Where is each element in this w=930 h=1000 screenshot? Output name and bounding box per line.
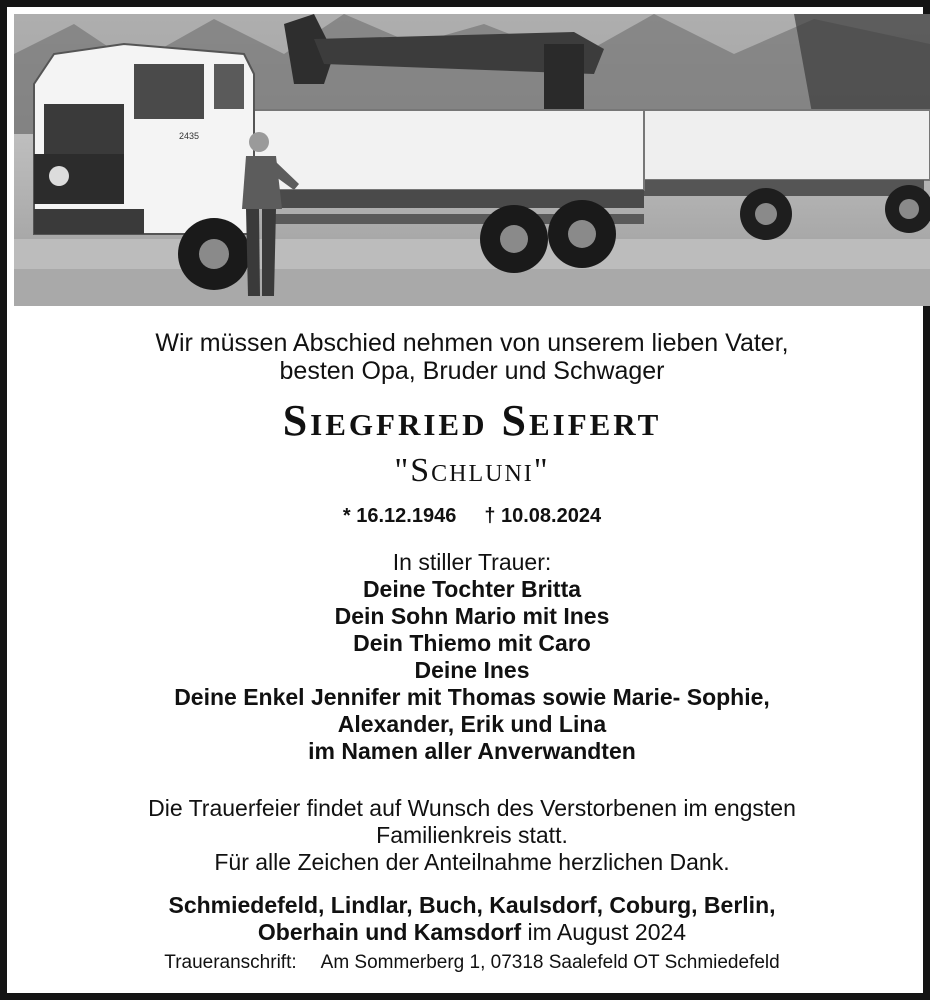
- truck-number: 2435: [179, 131, 200, 141]
- places-date: im August 2024: [521, 919, 687, 945]
- mourner-line: Dein Thiemo mit Caro: [353, 630, 591, 656]
- life-dates: [14, 504, 930, 528]
- truck-photo: [14, 14, 930, 306]
- places-line-2: [14, 919, 930, 946]
- mourner-line: Deine Tochter Britta: [362, 576, 582, 602]
- address-label: Traueranschrift:: [164, 952, 297, 973]
- intro-line: besten Opa, Bruder und Schwager: [279, 357, 665, 385]
- places-bold: Oberhain und Kamsdorf: [257, 919, 522, 945]
- mourner-line: im Namen aller Anverwandten: [308, 738, 636, 764]
- places-block: [14, 892, 930, 946]
- thanks-line: Für alle Zeichen der Anteilnahme herzlichen Dank.: [214, 849, 730, 875]
- mourner-line: Alexander, Erik und Lina: [337, 711, 607, 737]
- mourner-line: Dein Sohn Mario mit Ines: [334, 603, 610, 629]
- intro-line: Wir müssen Abschied nehmen von unserem lieben Vater,: [155, 329, 789, 357]
- deceased-nickname: "Schluni": [394, 452, 550, 489]
- service-info: [14, 795, 930, 876]
- service-line: Die Trauerfeier findet auf Wunsch des Verstorbenen im engsten: [148, 795, 796, 821]
- mourner-line: Deine Enkel Jennifer mit Thomas sowie Marie- Sophie,: [174, 684, 770, 710]
- mourners-block: [14, 549, 930, 765]
- birth-date: * 16.12.1946: [342, 505, 457, 527]
- mourning-address: [14, 951, 930, 974]
- mourner-line: Deine Ines: [414, 657, 530, 683]
- deceased-name: Siegfried Seifert: [282, 396, 662, 445]
- mourners-heading: In stiller Trauer:: [392, 549, 552, 575]
- service-line: Familienkreis statt.: [376, 822, 568, 848]
- death-date: † 10.08.2024: [484, 505, 602, 527]
- address-value: Am Sommerberg 1, 07318 Saalefeld OT Schmiedefeld: [320, 952, 780, 973]
- places-line: Schmiedefeld, Lindlar, Buch, Kaulsdorf, Coburg, Berlin,: [168, 892, 776, 918]
- intro-text: [14, 329, 930, 385]
